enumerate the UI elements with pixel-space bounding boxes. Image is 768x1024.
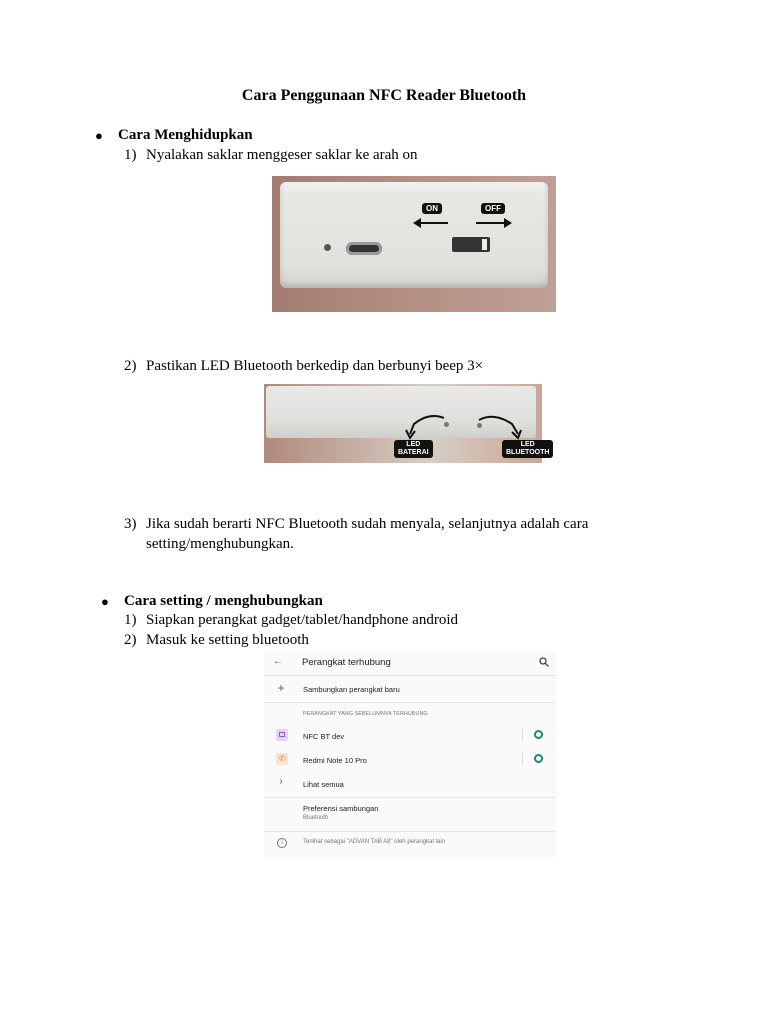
step-text: Jika sudah berarti NFC Bluetooth sudah menyala, selanjutnya adalah cara [146,516,589,532]
step-text: setting/menghubungkan. [146,536,294,552]
add-device-row[interactable] [264,678,556,700]
visibility-info-row [264,835,556,855]
section-heading-menghidupkan: Cara Menghidupkan [118,127,253,143]
on-label: ON [422,203,442,214]
led-baterai-label: LED BATERAI [394,440,433,458]
step-number: 1) [124,147,137,163]
step-text: Pastikan LED Bluetooth berkedip dan berbunyi beep 3× [146,358,484,374]
switch-knob [482,239,487,250]
device-hole [324,244,331,251]
page-title: Cara Penggunaan NFC Reader Bluetooth [241,87,527,104]
laptop-icon [276,729,288,741]
device-name: NFC BT dev [303,732,345,741]
pref-subtitle: Bluetooth [303,815,329,821]
gear-icon[interactable] [534,754,543,763]
divider [522,753,523,765]
plus-icon: + [277,681,285,695]
step-text: Masuk ke setting bluetooth [146,632,309,648]
divider [264,675,556,676]
info-icon: i [277,838,287,848]
pref-title: Preferensi sambungan [303,804,379,813]
section-heading-setting: Cara setting / menghubungkan [124,593,323,609]
visibility-text: Terlihat sebagai "ADVAN TAB A8" oleh perangkat lain [303,839,446,845]
led-bluetooth-label: LED BLUETOOTH [502,440,553,458]
connection-preferences-row[interactable] [264,800,556,830]
step-number: 1) [124,612,137,628]
phone-icon: ✆ [276,753,288,765]
device-row-redmi[interactable] [264,749,556,771]
usb-c-port [346,242,382,255]
device-body [280,182,548,288]
divider [264,702,556,703]
bullet: ● [101,594,109,609]
device-led-photo [264,384,550,463]
arrow-left-head-icon [413,218,421,228]
see-all-label: Lihat semua [303,780,344,789]
bullet: ● [95,128,103,143]
gear-icon[interactable] [534,730,543,739]
see-all-row[interactable] [264,773,556,795]
search-icon[interactable] [539,657,549,667]
device-name: Redmi Note 10 Pro [303,756,367,765]
arrow-right-head-icon [504,218,512,228]
step-number: 2) [124,358,137,374]
settings-title: Perangkat terhubung [302,657,391,668]
step-number: 2) [124,632,137,648]
section-label: PERANGKAT YANG SEBELUMNYA TERHUBUNG [303,711,428,717]
step-text: Nyalakan saklar menggeser saklar ke arah on [146,147,418,163]
step-text: Siapkan perangkat gadget/tablet/handphone android [146,612,458,628]
arrow-left-icon[interactable]: ← [273,656,283,667]
bluetooth-settings-screenshot [264,652,556,858]
chevron-right-icon: › [279,776,283,787]
divider [264,797,556,798]
arrow-left-icon [418,222,448,224]
step-number: 3) [124,516,137,532]
device-switch-photo [272,176,556,312]
device-row-nfc[interactable] [264,725,556,747]
settings-header [264,652,556,674]
arrow-right-icon [476,222,506,224]
off-label: OFF [481,203,505,214]
divider [264,831,556,832]
add-device-label: Sambungkan perangkat baru [303,685,400,694]
divider [522,729,523,741]
